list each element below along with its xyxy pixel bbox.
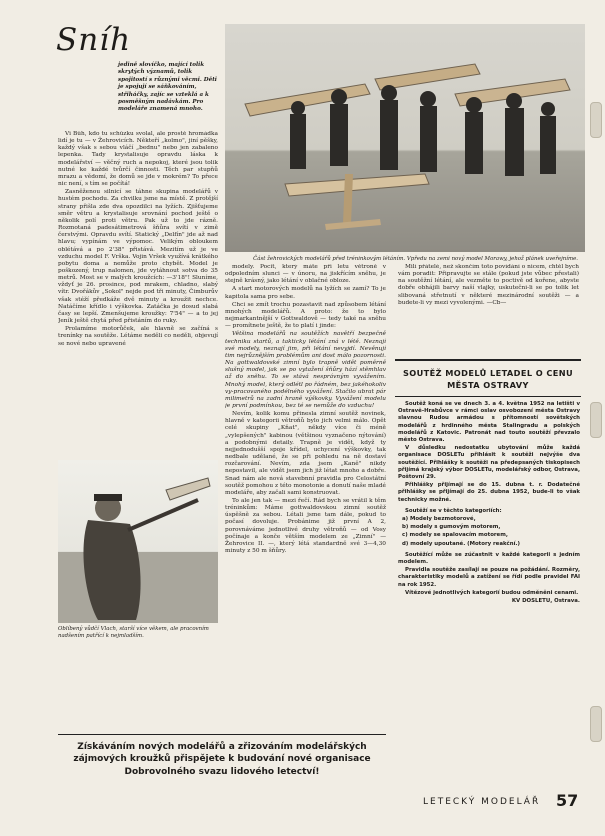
competition-paragraph: Soutěž koná se ve dnech 3. a 4. května 1952 na letišti v Ostravě-Hrabůvce v rámci oslav osvobození města Ostravy slavnou Rudou armádou s přítomností sovětských modelářů z hrdinného města Stalingradu a polských modelářů z Katovic. Patronát nad touto soutěží převzalo město Ostrava. — [398, 401, 580, 444]
article-column-2 — [225, 264, 386, 726]
vlach-portrait-photo — [58, 460, 218, 623]
competition-paragraph: Vítězové jednotlivých kategorií budou odměněni cenami. — [405, 589, 579, 596]
col2-paragraph: Chci se zmít trochu pozastavit nad způsobem létání mnohých modelářů. A proto: že to bylo nejmarkantnější v Gottwaldově — tedy také na sněhu — promítnete ještě, že to platí i jinde: — [225, 301, 386, 330]
competition-body — [398, 401, 580, 606]
col2-paragraph: To ale jen tak — mezi řečí. Rád bych se vrátil k těm tréninkům: Máme gottwaldovskou zimní soutěž úspěšně za sebou. Létali jsme tam dále, pokud to počasí dovoluje. Probánime již první A 2, porovnáváme jednotlivé druhy větroňů — od Vosy počínaje a konče větším modelem ze „Zimní" — Žehrovice II. —, který létá standardně své 3—4,30 minuty z 50 m šňůry. — [225, 498, 386, 555]
article-column-3 — [398, 264, 579, 348]
competition-category: b) modely s gumovým motorem, — [402, 524, 501, 531]
slogan-text: Získáváním nových modelářů a zřizováním modelářských zájmových kroužků přispějete k budování nové organisace Dobrovolného svazu lidového letectví! — [73, 742, 371, 777]
photo2-caption: Oblíbený vůdčí Vlach, starší více věkem, ale pracovním nadšením patřící k nejmladším. — [58, 626, 209, 639]
magazine-name: LETECKÝ MODELÁŘ — [423, 797, 541, 807]
col2-paragraph: Nevím, kolik komu přinesla zimní soutěž novinek, hlavně v kategorii větroňů bylo jich velmi málo. Opět celé skupiny „Kňat", někdy více či méně „vylepšených" kabinou (většinou vyznačeno nýtování) a podobnými detaily. Trapně je vidět, když ty nejjednodušší spoje křídel, uchycení výškovky, tak nedbale udělané, že se při pohledu na ně dostaví rozčarování. Nevím, zda jsem „Kaně" nikdy nepostavil, ale vidět jsem jich již létat mnoho a dobře. Snad nám ale nová stavebnní pravidla pro Celostátní soutěž pomohou z této monotonie a donutí naše mladé modeláře, aby začali sami konstruovat. — [225, 411, 386, 496]
col2-paragraph: modely. Pocit, který máte při letu větroně v odpoledním slunci — v únoru, na jiskřícím sněhu, je stejně krásný, jako létání v oblačné obloze. — [225, 264, 386, 285]
competition-title: SOUTĚŽ MODELŮ LETADEL O CENU MĚSTA OSTRAVY — [402, 368, 574, 390]
page-number: 57 — [556, 791, 579, 810]
col1-paragraph: Vi Bůh, kdo tu schůzku svolal, ale prostě hromádka lidí je tu — v Žehrovicích. Někteří „kolmo", jiní pěšky, každý však s sebou vláčí „bednu" nebo jen zabaleno lepenka. Tady krystalisuje opravdu láska k modelářství — věčný ruch a nepokoj, které jsou tolik nutné ke každé tvůrčí činnosti. Těch par stupňů mrazu a vědomí, že domů se jde v mokrém? To přece nic není, s tím se počítá! — [58, 131, 218, 188]
col1-paragraph: Zasněženou silnicí se táhne skupina modelářů v hustém pochodu. Za chvilku jsme na místě. Z protější strany přišla zde dva opozdilci na lyžích. Zjišťujeme směr větru a krystalisuje srovnání pochod ještě o několik polí proti větru. Pak už to jde rázně. Rozmotaná padesátimetrová šňůra svítí v zimě čerstvými. Opravdu svítí. Statický „Delfín" jde až nad hlavu; vypínám ve výpomoc. Velikým obloukem oblétává a po 2'38" přistává. Mezitím už je ve vzduchu model F. Vrška. Vojin Vršek využívá krátkého pobytu doma a nemůže proto chybět. Model je poškozený, trup nalomen, jde vytáhnout sotva do 35 metrů. Most se v malých kroužcích: —3'18"! Sluníme, vždyť je 26. prosince, pod mrakem, chladno, slabý vítr. Dvořákův „Sokol" nejde pod tři minuty, Čimburův však stéží předkáže dvě minuty a kroužit nechce. Natáčíme křídlo i výškovka. Zatáčka je dosud slabá časy se lepší. Zmenšujeme kroužky: 7'54" — a to jej Jeník ještě chytá před přistáním do ruky. — [58, 189, 218, 325]
col1-paragraph: Prolamíme motorůček, ale hlavně se začíná s trenínky na soutěže. Létáme neděli co neděli, objevují se nové nebo upravené — [58, 326, 218, 347]
competition-category: c) modely se spalovacím motorem, — [402, 532, 508, 539]
competition-category: a) Modely bezmotorové, — [402, 516, 476, 523]
binder-hole — [590, 102, 602, 138]
competition-paragraph: Pravidla soutěže zasílají se pouze na požádání. Rozměry, charakteristiky modelů a zatížení se řídí podle pravidel FAI na rok 1952. — [398, 567, 580, 588]
article-intro: jedině slovíčko, mající tolik skrytých významů, tolik spojitostí s různými věcmi. Děti je spojují se sáňkováním, střiháčky, zajíc se vzteklá a k posměšným nadávkám. Pro modeláře znamená mnoho. — [118, 62, 217, 113]
article-title: Sníh — [56, 22, 132, 58]
binder-hole — [590, 402, 602, 438]
slogan-top-rule — [58, 734, 386, 735]
competition-category-heading: Soutěží se v těchto kategoriích: — [405, 507, 502, 514]
binder-hole — [590, 706, 602, 742]
competition-paragraph: Soutěžící může se zúčastnit v každé kategorii s jedním modelem. — [398, 551, 580, 566]
article-column-1 — [58, 131, 218, 457]
photo1-caption: Část žehrovických modelářů před tréninkovým létáním. Vpředu na zemi nový model Morawy, jehož plánek uveřejníme. — [253, 256, 578, 262]
group-photo-illustration — [225, 24, 585, 252]
competition-paragraph: Přihlášky přijímají se do 15. dubna t. r. Dodatečné přihlášky se přijímají do 25. dubna 1952, bude-li to však technicky možné. — [398, 482, 580, 503]
sidebar-divider — [395, 359, 581, 361]
competition-signature: KV DOSLETU, Ostrava. — [511, 598, 580, 605]
portrait-illustration — [58, 460, 218, 623]
sidebar-title-underline — [395, 396, 581, 397]
col3-paragraph: Milí přátelé, než skončím toto povídání o nicem, chtěl bych vám poradit: Připravujte se stále (pokud jste vůbec přestali) na soutěžní létání, ale vezměte to poctivě od kořene, abyste dobře obhájili barvy naší vlajky, uskutečni-li se po tolik let slibovaná střetnutí v některé mezinárodní soutěži — a budete-li vy mezi vyvolenými. —Cb— — [398, 264, 579, 306]
competition-paragraph: V důsledku nedostatku ubytování může každá organisace DOSLETu přihlásit k soutěži nejvýše dva soutěžící. Přihlášky k soutěži na předepsaných tiskopisech přijímá krajský výbor DOSLETu, modelářský odbor, Ostrava, Poštovní 29. — [398, 445, 580, 481]
competition-category: d) modely upoutané. (Motory reakční.) — [402, 540, 520, 547]
col2-paragraph: A start motorových modelů na lyžích se zamí? To je kapitola sama pro sebe. — [225, 286, 386, 300]
modelers-group-photo — [225, 24, 585, 252]
col2-paragraph-emphasis: Většina modelářů na soutěžích navětří bezpečně techniku startů, a takticky létání zná v létě. Neznají své modely, neznají jim, při létání nevyjdí. Nevěnují tim nejrůznějším problémům ani dost málo pozornosti. Na gottwaldovské zimní bylo trapně vidět poměrně slušný model, jak se po vytažení šňůry hází stěmhlav až do sněhu. To se stává nesprávným vyvážením. Mnohý model, který odlétl po řádném, bez jakéhokoliv vy-pracovaného podélného vyvážení. Stačilo ubrat pár milimetrů na zadní hraně výškovky. Vyvážení modelu je první podmínkou, bez té se nemůže do vzduchu! — [225, 331, 386, 409]
